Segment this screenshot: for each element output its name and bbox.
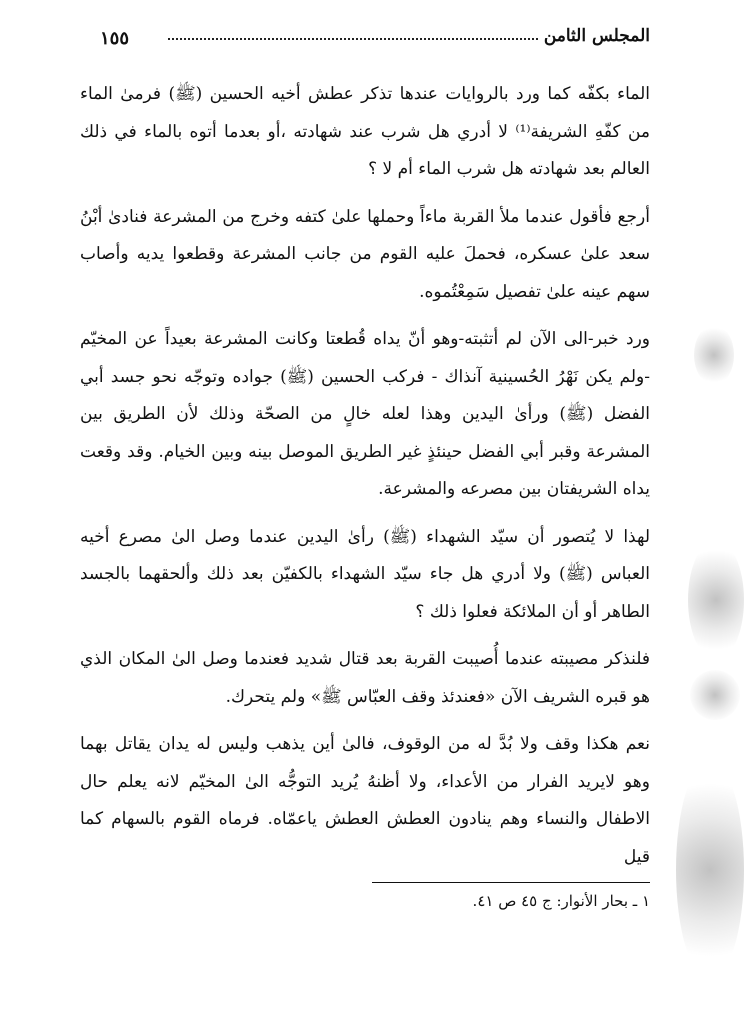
paragraph: لهذا لا يُتصور أن سيّد الشهداء (ﷺ) رأىٰ اليدين عندما وصل الىٰ مصرع أخيه العباس (ﷺ) ولا أدري هل جاء سيّد الشهداء بالكفيّن بعد ذلك وألحقهما بالجسد الطاهر أو أن الملائكة فعلوا ذلك ؟ [80,526,650,622]
paragraph: أرجع فأقول عندما ملأ القربة ماءاً وحملها علىٰ كتفه وخرج من المشرعة فنادىٰ أبْنُ سعد علىٰ عسكره، فحملَ عليه القوم من جانب المشرعة وقطعوا يديه وأصاب سهم عينه علىٰ تفصيل سَمِعْتُموه. [80,206,650,302]
footnote: ١ ـ بحار الأنوار: ج ٤٥ ص ٤١. [472,892,650,910]
page-stain-right-edge [690,670,740,720]
paragraph: ورد خبر-الى الآن لم أتثبته-وهو أنّ يداه قُطعتا وكانت المشرعة بعيداً عن المخيّم -ولم يكن نَهْرُ الحُسينية آنذاك - فركب الحسين (ﷺ) جواده وتوجّه نحو جسد أبي الفضل (ﷺ) ورأىٰ اليدين وهذا لعله خالٍ من الصحّة وذلك لأن الطريق بين المشرعة وقبر أبي الفضل حينئذٍ غير الطريق الموصل بينه وبين الخيام. وقد وقعت يداه الشريفتان بين مصرعه والمشرعة. [80,329,650,499]
header-dot-leader [168,38,538,40]
page-stain-bottom-right [676,760,744,980]
running-header [100,22,650,52]
paragraph: الماء بكفّه كما ورد بالروايات عندها تذكر عطش أخيه الحسين (ﷺ) فرمىٰ الماء من كفّهِ الشريفة⁽¹⁾ لا أدري هل شرب عند شهادته ،أو بعدما أتوه بالماء في ذلك العالم بعد شهادته هل شرب الماء أم لا ؟ [80,84,650,179]
chapter-title: المجلس الثامن [543,26,650,46]
paragraph: نعم هكذا وقف ولا بُدَّ له من الوقوف، فالىٰ أين يذهب وليس له يدان يقاتل بهما وهو لايريد الفرار من الأعداء، ولا أظنهُ يُريد التوجُّه الىٰ المخيّم لانه يعلم حال الاطفال والنساء وهم ينادون العطش العطش ياعمّاه. فرماه القوم بالسهام كما قيل [80,734,650,867]
page-number: ١٥٥ [100,28,130,49]
paragraph: فلنذكر مصيبته عندما أُصيبت القربة بعد قتال شديد فعندما وصل الىٰ المكان الذي هو قبره الشريف الآن «فعندئذ وقف العبّاس ﷺ» ولم يتحرك. [80,649,650,707]
page-stain-mid-right [688,540,744,660]
page-stain-top-right [694,325,734,385]
main-text [80,76,650,886]
footnote-separator [372,882,650,883]
